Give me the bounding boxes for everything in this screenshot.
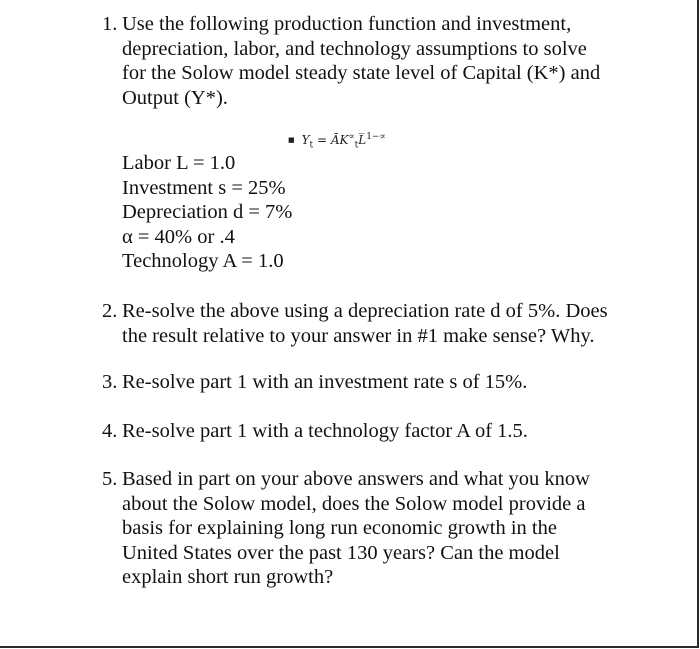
production-function-formula xyxy=(288,130,386,152)
formula-capital-exponent: ∝ xyxy=(348,132,355,142)
assumption-labor: Labor L = 1.0 xyxy=(122,152,236,174)
question-number: 1. xyxy=(102,13,118,35)
assumption-investment: Investment s = 25% xyxy=(122,176,286,199)
question-text-line: explain short run growth? xyxy=(122,566,334,588)
question-number: 3. xyxy=(102,371,118,393)
question-text-line: basis for explaining long run economic growth in the xyxy=(122,517,557,539)
formula-lhs-subscript: t xyxy=(309,140,314,151)
question-number: 5. xyxy=(102,468,118,490)
question-text-line: Re-solve the above using a depreciation rate d of 5%. Does xyxy=(122,300,608,322)
question-text-line: Re-solve part 1 with an investment rate s of 15%. xyxy=(122,371,528,393)
question-3 xyxy=(102,370,662,395)
question-1 xyxy=(102,12,662,110)
question-text-line: about the Solow model, does the Solow model provide a xyxy=(122,492,586,515)
question-text-line: United States over the past 130 years? Can the model xyxy=(122,541,560,564)
question-text-line: Re-solve part 1 with a technology factor A of 1.5. xyxy=(122,420,528,442)
question-text-line: Use the following production function and investment, xyxy=(122,13,572,35)
question-number: 4. xyxy=(102,420,118,442)
bullet-icon: ■ xyxy=(288,136,295,144)
formula-labor-exponent: 1−∝ xyxy=(366,132,386,142)
assumptions-list xyxy=(122,151,292,274)
formula-capital-subscript: t xyxy=(354,140,359,151)
question-text-line: Output (Y*). xyxy=(122,86,228,109)
formula-capital-term: K xyxy=(339,133,349,147)
assumption-depreciation: Depreciation d = 7% xyxy=(122,201,293,223)
question-text-line: for the Solow model steady state level of Capital (K*) and xyxy=(122,62,601,84)
question-5 xyxy=(102,467,662,590)
formula-equals: = xyxy=(313,133,331,147)
formula-labor-term: L̅ xyxy=(358,133,367,147)
question-2 xyxy=(102,299,662,348)
question-text-line: the result relative to your answer in #1 make sense? Why. xyxy=(122,324,595,347)
question-text-line: Based in part on your above answers and what you know xyxy=(122,468,590,490)
question-text-line: depreciation, labor, and technology assumptions to solve xyxy=(122,37,587,60)
assumption-alpha: α = 40% or .4 xyxy=(122,225,235,248)
question-4 xyxy=(102,419,662,444)
formula-lhs: Y xyxy=(301,133,310,147)
formula-tech-term: Ā xyxy=(330,133,340,147)
assumption-technology: Technology A = 1.0 xyxy=(122,250,284,272)
question-number: 2. xyxy=(102,300,118,322)
